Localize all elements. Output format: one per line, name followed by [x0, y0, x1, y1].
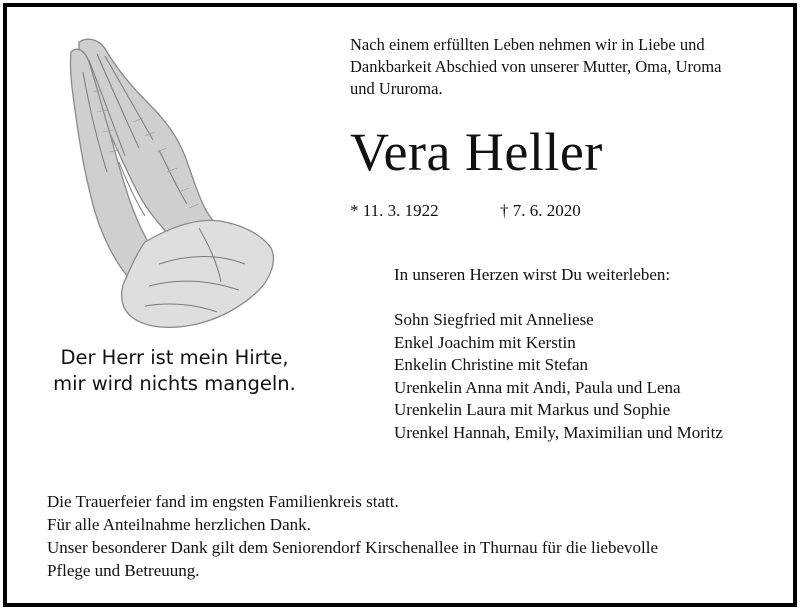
family-member: Enkelin Christine mit Stefan: [394, 355, 589, 374]
closing-line-1: Die Trauerfeier fand im engsten Familienkreis statt.: [47, 492, 399, 511]
family-member: Urenkel Hannah, Emily, Maximilian und Moritz: [394, 422, 723, 442]
death-date: † 7. 6. 2020: [500, 201, 581, 220]
birth-date: * 11. 3. 1922: [350, 201, 439, 220]
closing-line-3: Unser besonderer Dank gilt dem Seniorendorf Kirschenallee in Thurnau für die liebevolle: [47, 538, 659, 557]
family-list: [394, 309, 723, 444]
family-member: Urenkelin Laura mit Markus und Sophie: [394, 400, 671, 419]
motto-line-2: mir wird nichts mangeln.: [53, 372, 296, 395]
intro-text: [350, 34, 790, 100]
intro-line-1: Nach einem erfüllten Leben nehmen wir in Liebe und: [350, 35, 705, 54]
psalm-motto: [47, 345, 302, 397]
closing-line-2: Für alle Anteilnahme herzlichen Dank.: [47, 515, 311, 534]
memorial-line: In unseren Herzen wirst Du weiterleben:: [394, 265, 671, 284]
intro-line-3: und Ururoma.: [350, 79, 443, 98]
praying-hands-icon: [49, 32, 281, 332]
family-member: Sohn Siegfried mit Anneliese: [394, 310, 594, 329]
family-member: Urenkelin Anna mit Andi, Paula und Lena: [394, 377, 681, 397]
family-member: Enkel Joachim mit Kerstin: [394, 332, 576, 352]
closing-text: [47, 490, 787, 582]
deceased-name: Vera Heller: [350, 122, 603, 182]
closing-line-4: Pflege und Betreuung.: [47, 561, 200, 580]
motto-line-1: Der Herr ist mein Hirte,: [60, 346, 289, 369]
obituary-frame: [3, 3, 797, 607]
intro-line-2: Dankbarkeit Abschied von unserer Mutter, Oma, Uroma: [350, 57, 722, 76]
